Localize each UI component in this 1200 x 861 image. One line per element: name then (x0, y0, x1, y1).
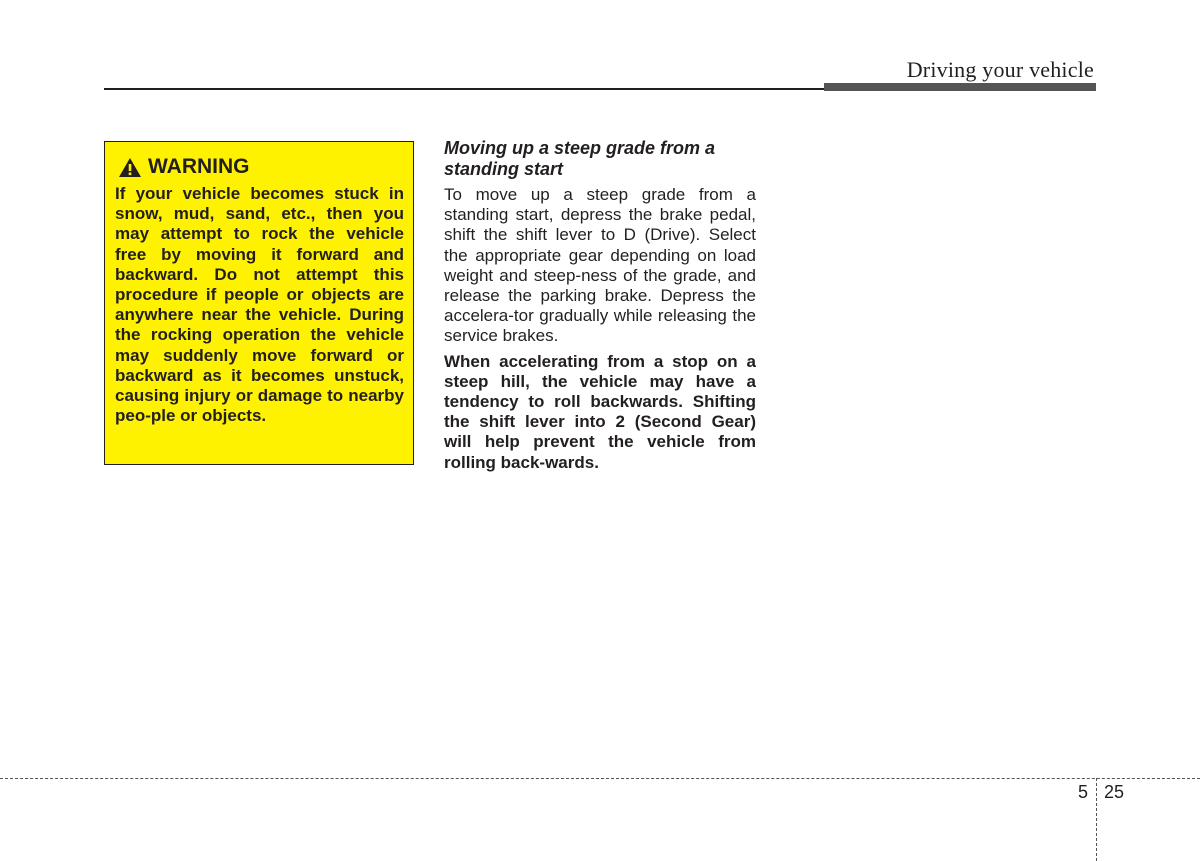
section-column (444, 138, 756, 473)
warning-title: WARNING (148, 155, 250, 178)
warning-heading (118, 154, 404, 180)
warning-text: If your vehicle becomes stuck in snow, mud, sand, etc., then you may attempt to rock the vehicle free by moving it forward and backward. Do not attempt this procedure if people or objects are anywhere near the vehicle. During the rocking operation the vehicle may suddenly move forward or backward as it becomes unstuck, causing injury or damage to nearby peo-ple or objects. (115, 184, 404, 426)
section-paragraph: To move up a steep grade from a standing start, depress the brake pedal, shift the shift lever to D (Drive). Select the appropriate gear depending on load weight and steep-ness of the grade, and release the parking brake. Depress the accelera-tor gradually while releasing the service brakes. (444, 185, 756, 346)
footer-divider (0, 778, 1200, 779)
footer-vertical-divider (1096, 778, 1097, 861)
section-heading: Moving up a steep grade from a standing start (444, 138, 716, 179)
page-number: 25 (1104, 782, 1125, 802)
warning-triangle-icon (118, 157, 142, 178)
header-rule (104, 88, 826, 90)
chapter-number: 5 (1078, 782, 1089, 802)
page-header-title: Driving your vehicle (906, 57, 1094, 82)
header-rule-accent (824, 83, 1096, 91)
warning-box (104, 141, 414, 465)
section-bold-paragraph: When accelerating from a stop on a steep hill, the vehicle may have a tendency to roll backwards. Shifting the shift lever into 2 (Second Gear) will help prevent the vehicle from rolling back-wards. (444, 351, 756, 472)
